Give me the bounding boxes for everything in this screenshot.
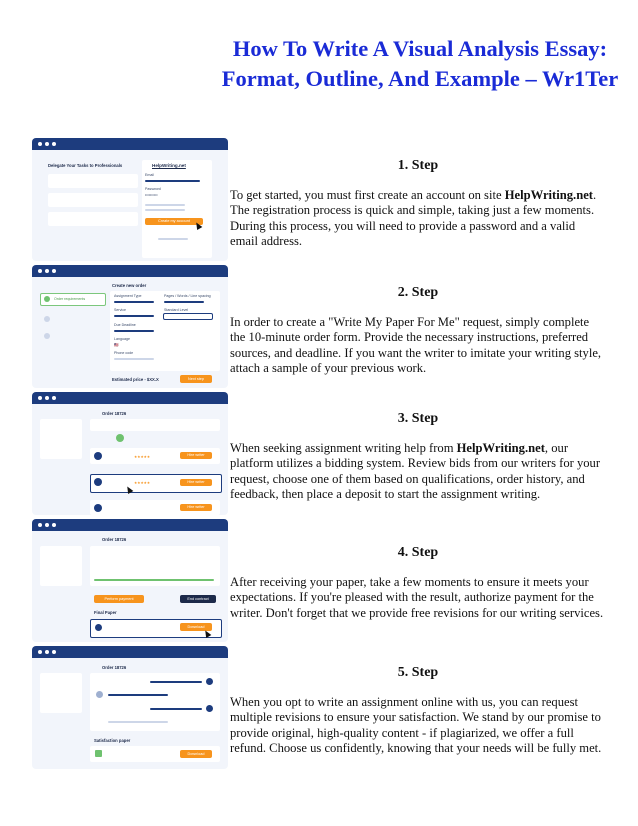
brand-logo: HelpWriting.net bbox=[152, 163, 186, 168]
final-paper-label: Final Paper bbox=[94, 610, 117, 615]
step-4 bbox=[230, 545, 606, 621]
step-label: Order requirements bbox=[54, 297, 86, 301]
password-field[interactable]: •••••••••• bbox=[145, 193, 158, 197]
perform-payment-button[interactable]: Perform payment bbox=[94, 595, 144, 603]
order-heading: Order 18726 bbox=[102, 537, 127, 542]
avatar bbox=[94, 478, 102, 486]
screenshot-registration bbox=[32, 138, 228, 261]
language-label: Language bbox=[114, 337, 130, 341]
window-titlebar bbox=[32, 646, 228, 658]
chat-message-out bbox=[150, 708, 202, 710]
page-title: How To Write A Visual Analysis Essay: Format, Outline, And Example – Wr1Ter bbox=[221, 36, 619, 91]
status-icon bbox=[116, 434, 124, 442]
hire-writer-button[interactable]: Hire writer bbox=[180, 504, 212, 511]
phone-field[interactable] bbox=[114, 358, 154, 360]
checkbox-row bbox=[145, 204, 185, 206]
step-body: In order to create a "Write My Paper For Me" request, simply complete the 10-minute order form. Provide the necessary instructions, preferred sources, and deadline. If you want the writer to imitate your writing style, attach a sample of your previous work. bbox=[230, 314, 602, 376]
service-select[interactable] bbox=[114, 315, 154, 317]
step-dot-icon bbox=[44, 333, 50, 339]
download-button[interactable]: Download bbox=[180, 750, 212, 758]
step-heading: 5. Step bbox=[397, 665, 439, 680]
step-3 bbox=[230, 411, 606, 503]
satisfaction-label: Satisfaction paper bbox=[94, 738, 131, 743]
delegate-heading: Delegate Your Tasks to Professionals bbox=[48, 163, 123, 168]
next-step-button[interactable]: Next step bbox=[180, 375, 212, 383]
progress-bar bbox=[94, 579, 214, 581]
checkbox-row bbox=[145, 209, 185, 211]
window-titlebar bbox=[32, 519, 228, 531]
step-body: When seeking assignment writing help from HelpWriting.net, our platform utilizes a bidding system. Review bids from our writers for your request, choose one of them based on qualifications, order history, and feedback, then place a deposit to start the assignment writing. bbox=[230, 440, 601, 502]
estimated-price: Estimated price - $XX.X bbox=[112, 377, 159, 382]
assignment-type-select[interactable] bbox=[114, 301, 154, 303]
document-icon bbox=[95, 624, 102, 631]
check-icon bbox=[44, 296, 50, 302]
level-select[interactable] bbox=[163, 313, 213, 320]
avatar bbox=[94, 504, 102, 512]
service-label: Service bbox=[114, 308, 126, 312]
feature-card bbox=[48, 212, 138, 226]
hire-writer-button[interactable]: Hire writer bbox=[180, 452, 212, 459]
flag-icon: 🇺🇸 bbox=[114, 343, 119, 347]
chat-message-in bbox=[108, 721, 168, 723]
divider bbox=[158, 238, 188, 240]
create-order-heading: Create new order bbox=[112, 283, 147, 288]
end-contract-button[interactable]: End contract bbox=[180, 595, 216, 603]
avatar bbox=[96, 691, 103, 698]
feature-card bbox=[48, 193, 138, 207]
due-label: Due Deadline bbox=[114, 323, 136, 327]
step-body: To get started, you must first create an account on site HelpWriting.net. The registration process is quick and simple, taking just a few moments. During this process, you will need to provide a password and a valid email address. bbox=[230, 187, 597, 249]
hire-writer-button[interactable]: Hire writer bbox=[180, 479, 212, 486]
screenshot-order-form bbox=[32, 265, 228, 388]
step-body: After receiving your paper, take a few moments to ensure it meets your expectations. If you're pleased with the result, authorize payment for the writer. Don't forget that we provide free revisions for our writing services. bbox=[230, 574, 604, 620]
phone-label: Phone code bbox=[114, 351, 134, 355]
create-account-button[interactable]: Create my account bbox=[145, 218, 203, 225]
order-heading: Order 18726 bbox=[102, 665, 127, 670]
rating-stars: ★★★★★ bbox=[134, 455, 151, 459]
level-label: Standard Level bbox=[164, 308, 189, 312]
email-label: Email bbox=[145, 173, 154, 177]
step-5 bbox=[230, 665, 606, 757]
email-field[interactable] bbox=[145, 180, 200, 182]
pages-label: Pages / Words / Line spacing bbox=[164, 294, 211, 298]
window-titlebar bbox=[32, 138, 228, 150]
order-info bbox=[90, 419, 220, 431]
pages-stepper[interactable] bbox=[164, 301, 204, 303]
download-button[interactable]: Download bbox=[180, 623, 212, 631]
order-heading: Order 18726 bbox=[102, 411, 127, 416]
avatar bbox=[206, 705, 213, 712]
step-body: When you opt to write an assignment online with us, you can request multiple revisions to ensure your satisfaction. We stand by our promise to provide original, high-quality content - if plagiarized, we offer a full refund. Choose us confidently, knowing that your needs will be fully met. bbox=[230, 694, 602, 756]
deadline-select[interactable] bbox=[114, 330, 154, 332]
assignment-type-label: Assignment Type bbox=[114, 294, 142, 298]
sidebar-panel bbox=[40, 546, 82, 586]
avatar bbox=[206, 678, 213, 685]
screenshot-revisions bbox=[32, 646, 228, 769]
step-2 bbox=[230, 285, 606, 377]
window-titlebar bbox=[32, 265, 228, 277]
sidebar-panel bbox=[40, 419, 82, 459]
chat-message-in bbox=[108, 694, 168, 696]
step-heading: 1. Step bbox=[397, 158, 439, 173]
window-titlebar bbox=[32, 392, 228, 404]
step-heading: 4. Step bbox=[397, 545, 439, 560]
chat-message-out bbox=[150, 681, 202, 683]
sidebar-panel bbox=[40, 673, 82, 713]
password-label: Password bbox=[145, 187, 161, 191]
screenshot-bids bbox=[32, 392, 228, 515]
step-heading: 3. Step bbox=[397, 411, 439, 426]
step-dot-icon bbox=[44, 316, 50, 322]
step-1 bbox=[230, 158, 606, 250]
feature-card bbox=[48, 174, 138, 188]
rating-stars: ★★★★★ bbox=[134, 481, 151, 485]
step-heading: 2. Step bbox=[397, 285, 439, 300]
document-icon bbox=[95, 750, 102, 757]
screenshot-payment bbox=[32, 519, 228, 642]
avatar bbox=[94, 452, 102, 460]
